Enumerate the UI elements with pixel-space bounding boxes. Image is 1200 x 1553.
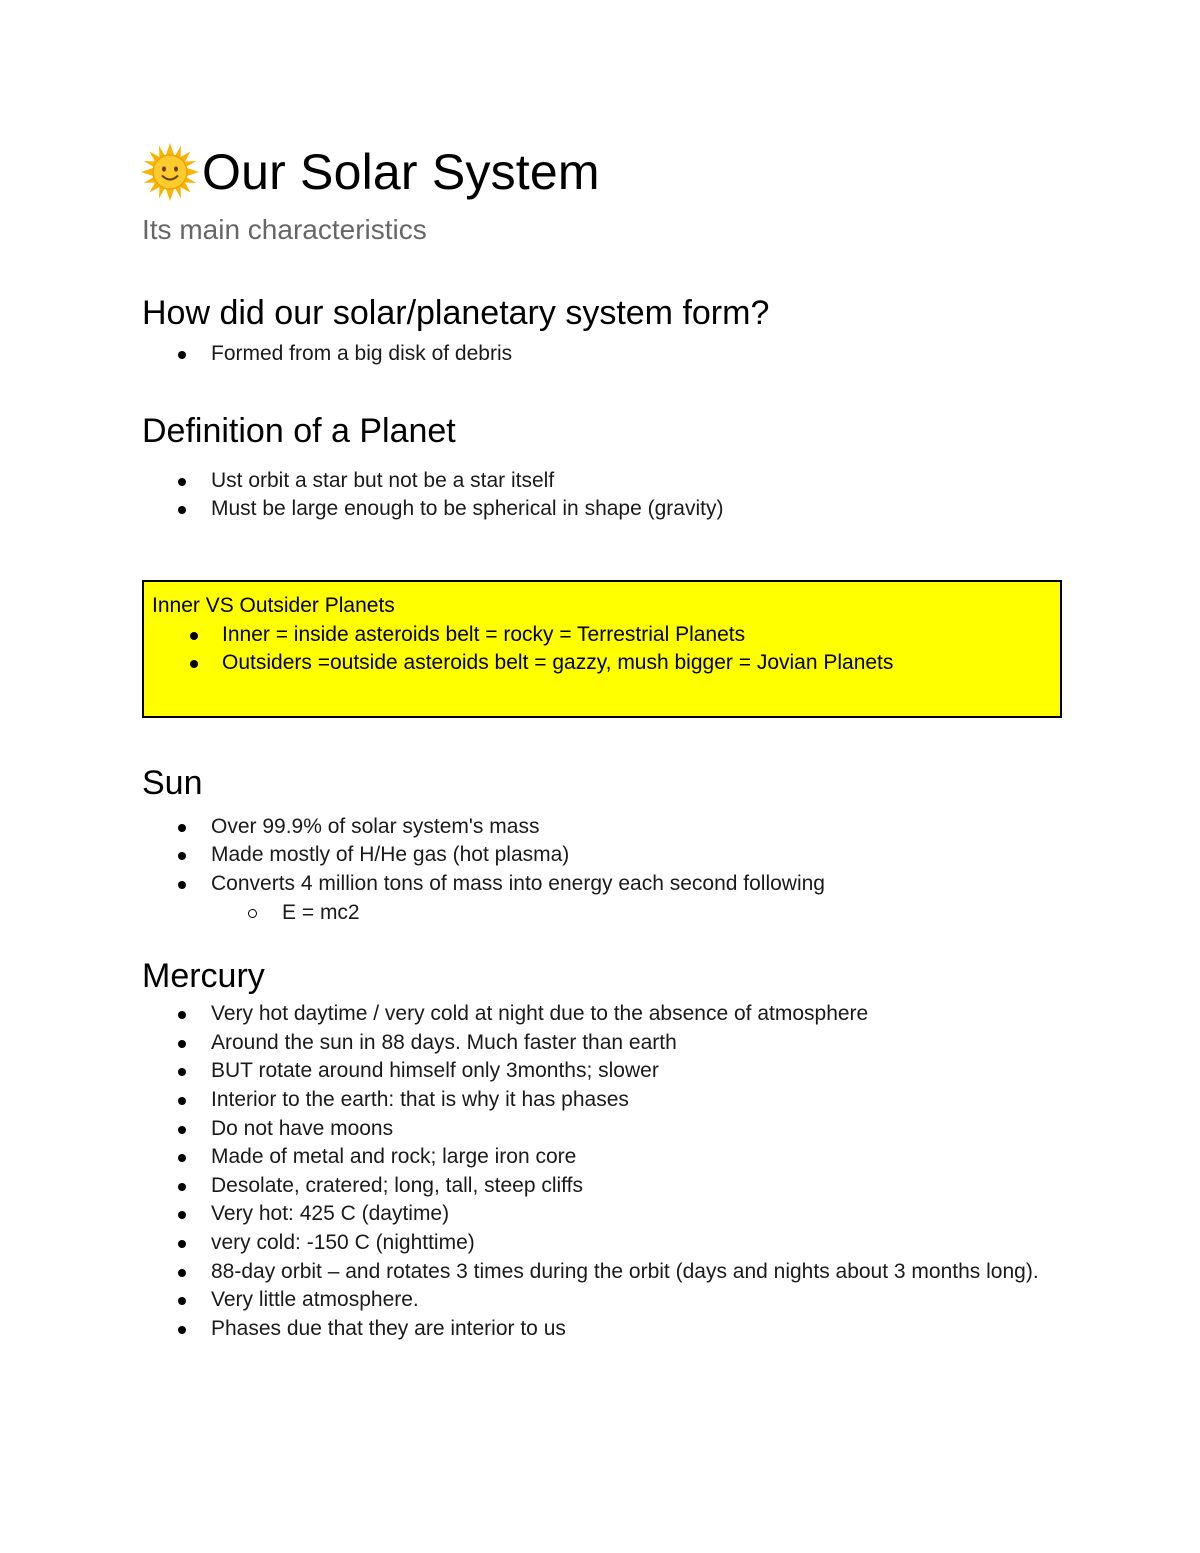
- formation-section: [142, 291, 1062, 369]
- planet-definition-section: [142, 409, 1062, 524]
- mercury-heading: Mercury: [142, 957, 265, 996]
- planet-definition-heading: Definition of a Planet: [142, 411, 456, 450]
- planet-definition-list: [142, 467, 1062, 524]
- list-item: Must be large enough to be spherical in shape (gravity): [142, 495, 1062, 524]
- list-item: Very hot daytime / very cold at night due to the absence of atmosphere: [142, 1000, 1062, 1029]
- mercury-section: [142, 954, 1062, 1343]
- sun-heading: Sun: [142, 763, 203, 802]
- formation-heading: How did our solar/planetary system form?: [142, 294, 770, 332]
- list-item: 88-day orbit – and rotates 3 times during the orbit (days and nights about 3 months long).: [142, 1258, 1062, 1287]
- list-item: Formed from a big disk of debris: [142, 340, 1062, 369]
- mercury-list: [142, 1000, 1062, 1343]
- list-item: Do not have moons: [142, 1115, 1062, 1144]
- sun-list: [142, 813, 1062, 927]
- highlight-box-list: [152, 621, 1052, 678]
- title-row: [142, 140, 1062, 204]
- formation-list: [142, 340, 1062, 369]
- list-item: Made mostly of H/He gas (hot plasma): [142, 841, 1062, 870]
- list-item: Very hot: 425 C (daytime): [142, 1200, 1062, 1229]
- list-item: Over 99.9% of solar system's mass: [142, 813, 1062, 842]
- inner-outer-highlight-box: [142, 580, 1062, 718]
- list-item: Made of metal and rock; large iron core: [142, 1143, 1062, 1172]
- list-item: Interior to the earth: that is why it has phases: [142, 1086, 1062, 1115]
- list-item: BUT rotate around himself only 3months; slower: [142, 1057, 1062, 1086]
- sub-list-item: E = mc2: [142, 899, 1062, 928]
- page-subtitle: Its main characteristics: [142, 214, 427, 245]
- highlight-box-title: Inner VS Outsider Planets: [152, 593, 395, 617]
- list-item: Desolate, cratered; long, tall, steep cliffs: [142, 1172, 1062, 1201]
- list-item: Ust orbit a star but not be a star itself: [142, 467, 1062, 496]
- sun-section: [142, 761, 1062, 927]
- list-item: Around the sun in 88 days. Much faster than earth: [142, 1029, 1062, 1058]
- list-item: very cold: -150 C (nighttime): [142, 1229, 1062, 1258]
- document-page: [142, 140, 1062, 1343]
- list-item: Inner = inside asteroids belt = rocky = Terrestrial Planets: [152, 621, 1052, 650]
- list-item: Outsiders =outside asteroids belt = gazzy, mush bigger = Jovian Planets: [152, 649, 1052, 678]
- list-item: Phases due that they are interior to us: [142, 1315, 1062, 1344]
- sun-face-icon: [140, 142, 200, 202]
- list-item: Very little atmosphere.: [142, 1286, 1062, 1315]
- list-item: Converts 4 million tons of mass into energy each second following: [142, 870, 1062, 899]
- page-title: Our Solar System: [202, 144, 600, 200]
